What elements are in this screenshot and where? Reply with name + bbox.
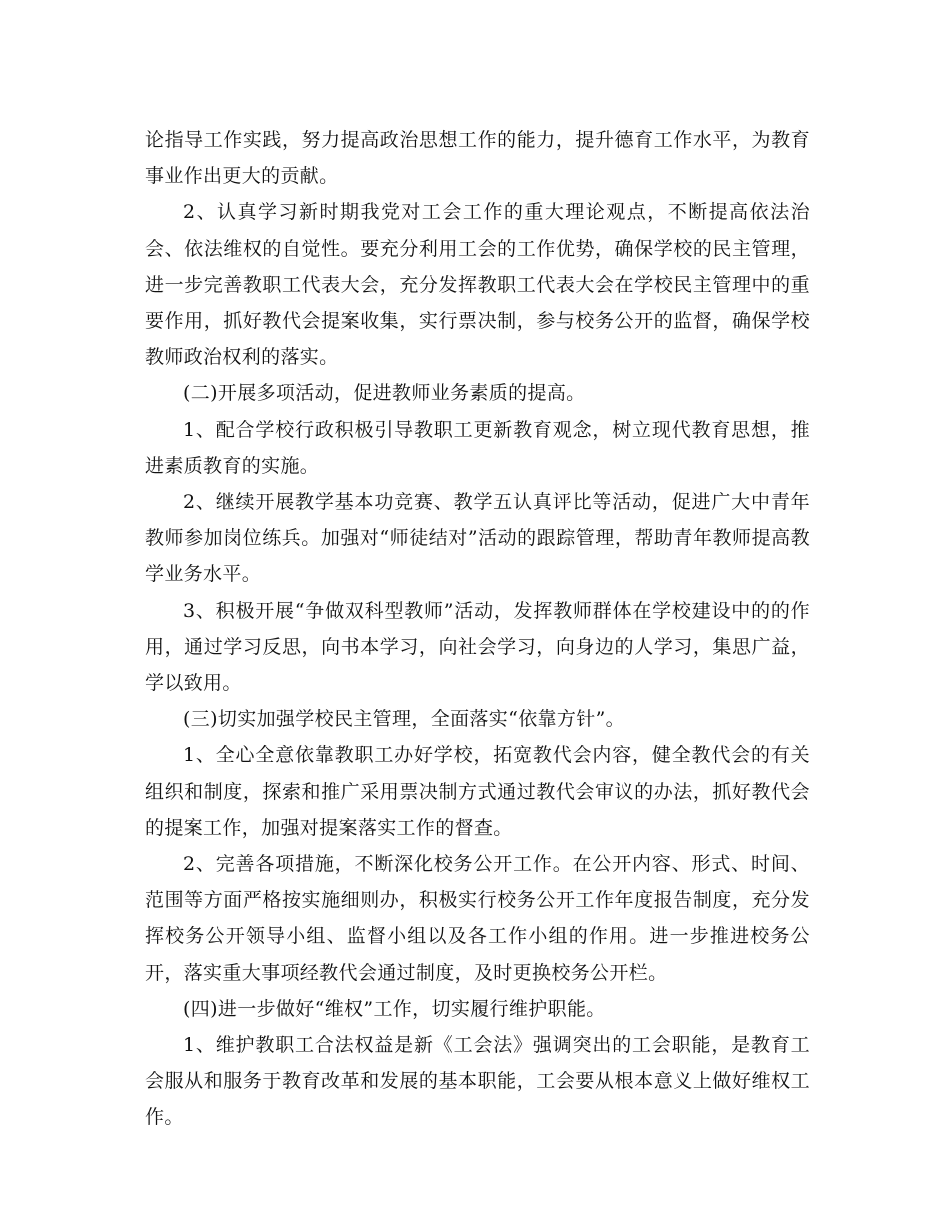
paragraph-item-1-education-concept: 1、配合学校行政积极引导教职工更新教育观念，树立现代教育思想，推进素质教育的实施。 xyxy=(145,418,810,477)
paragraph-item-2-open-affairs: 2、完善各项措施，不断深化校务公开工作。在公开内容、形式、时间、范围等方面严格按实施细则办，积极实行校务公开工作年度报告制度，充分发挥校务公开领导小组、监督小组以及各工作小组的作用。进一步推进校务公开，落实重大事项经教代会通过制度，及时更换校务公开栏。 xyxy=(145,853,810,984)
paragraph-continuation: 论指导工作实践，努力提高政治思想工作的能力，提升德育工作水平，为教育事业作出更大的贡献。 xyxy=(145,129,810,188)
paragraph-item-1-rights-protection: 1、维护教职工合法权益是新《工会法》强调突出的工会职能，是教育工会服从和服务于教育改革和发展的基本职能，工会要从根本意义上做好维权工作。 xyxy=(145,1034,810,1129)
section-heading-2: (二)开展多项活动，促进教师业务素质的提高。 xyxy=(183,382,586,405)
section-heading-4: (四)进一步做好“维权”工作，切实履行维护职能。 xyxy=(183,997,606,1020)
paragraph-item-3-dual-teacher: 3、积极开展“争做双科型教师”活动，发挥教师群体在学校建设中的的作用，通过学习反思，向书本学习，向社会学习，向身边的人学习，集思广益，学以致用。 xyxy=(145,599,810,695)
paragraph-item-2-union-theory: 2、认真学习新时期我党对工会工作的重大理论观点，不断提高依法治会、依法维权的自觉性。要充分利用工会的工作优势，确保学校的民主管理，进一步完善教职工代表大会，充分发挥教职工代表大会在学校民主管理中的重要作用，抓好教代会提案收集，实行票决制，参与校务公开的监督，确保学校教师政治权利的落实。 xyxy=(145,201,810,369)
paragraph-item-2-teaching-competition: 2、继续开展教学基本功竞赛、教学五认真评比等活动，促进广大中青年教师参加岗位练兵。加强对“师徒结对”活动的跟踪管理，帮助青年教师提高教学业务水平。 xyxy=(145,491,810,586)
document-body xyxy=(145,122,810,1136)
section-heading-3: (三)切实加强学校民主管理，全面落实“依靠方针”。 xyxy=(183,708,626,731)
paragraph-item-1-rely-on-staff: 1、全心全意依靠教职工办好学校，拓宽教代会内容，健全教代会的有关组织和制度，探索和推广采用票决制方式通过教代会审议的办法，抓好教代会的提案工作，加强对提案落实工作的督查。 xyxy=(145,744,810,839)
